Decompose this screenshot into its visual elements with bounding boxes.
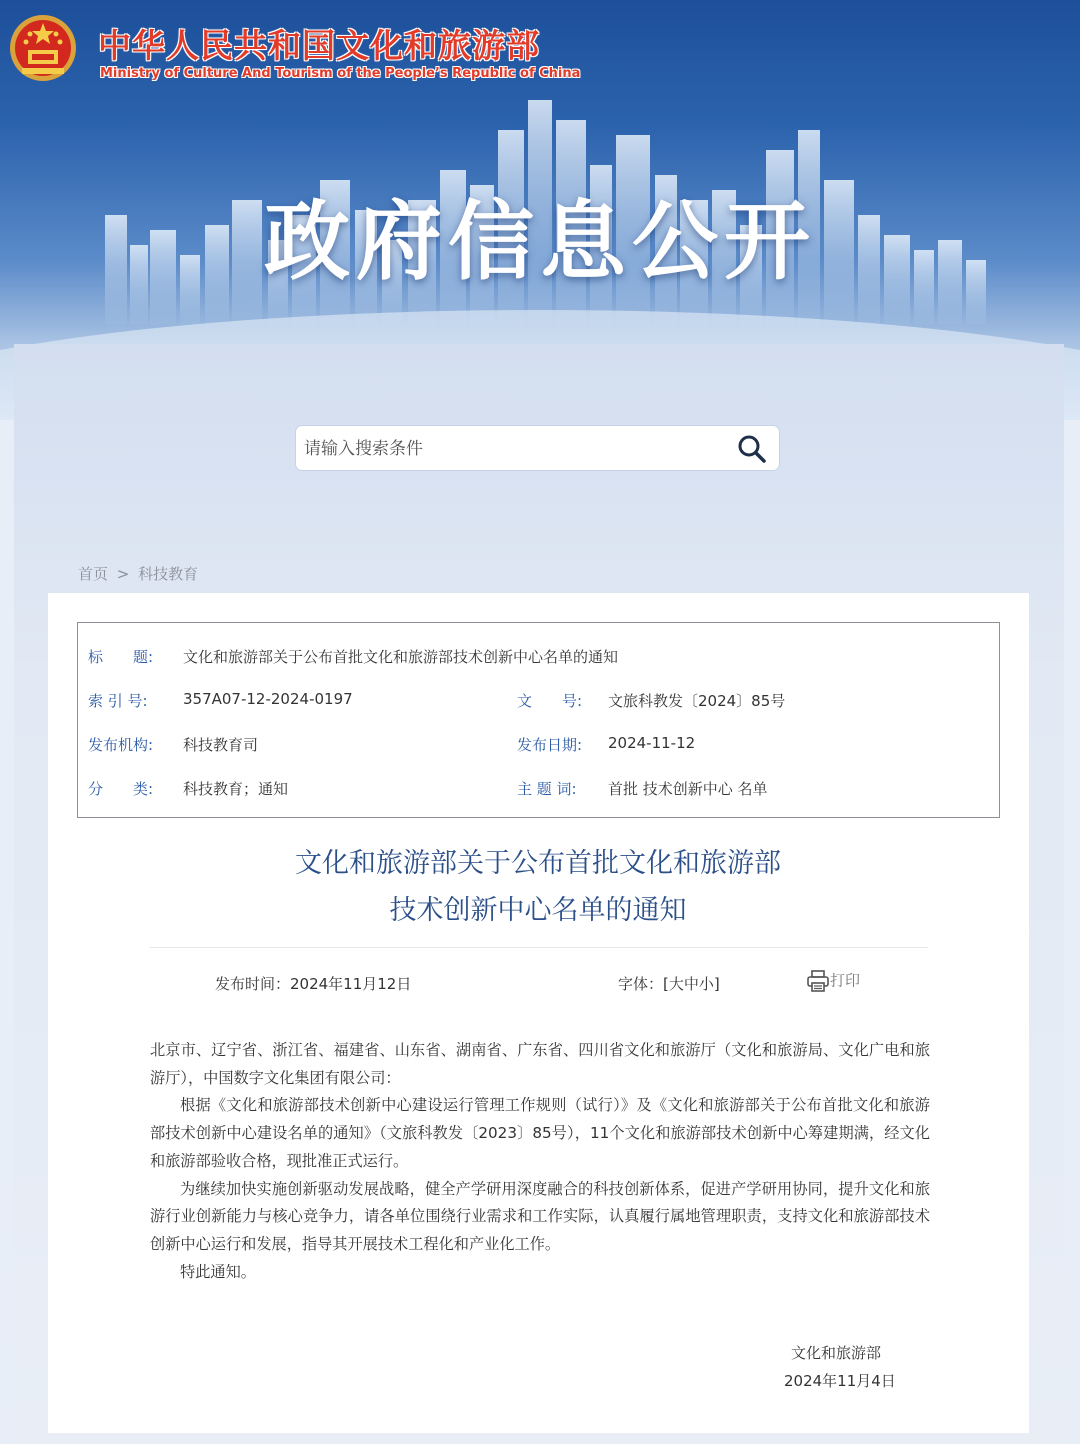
meta-docno-label: 文 号: <box>517 692 583 710</box>
meta-issuer-value: 科技教育司 <box>183 736 259 754</box>
meta-title-label: 标 题: <box>88 648 154 666</box>
article-paragraph: 根据《文化和旅游部技术创新中心建设运行管理工作规则（试行）》及《文化和旅游部关于公布首批文化和旅游部技术创新中心建设名单的通知》（文旅科教发〔2023〕85号），11个文化和旅游部技术创新中心筹建期满，经文化和旅游部验收合格，现批准正式运行。 <box>150 1096 930 1170</box>
search-icon[interactable] <box>737 434 767 464</box>
ministry-name-cn: 中华人民共和国文化和旅游部 <box>98 26 540 65</box>
meta-index-value: 357A07-12-2024-0197 <box>183 690 353 708</box>
meta-issuer-label: 发布机构: <box>88 736 154 754</box>
printer-icon <box>806 969 830 993</box>
article-body <box>150 1037 930 1286</box>
meta-index-label: 索 引 号: <box>88 692 148 710</box>
breadcrumb-separator: > <box>116 565 130 583</box>
article-title-line1: 文化和旅游部关于公布首批文化和旅游部 <box>295 848 781 879</box>
meta-keywords-label: 主 题 词: <box>517 780 577 798</box>
print-label: 打印 <box>830 971 861 990</box>
article-title <box>148 840 928 934</box>
meta-keywords-value: 首批 技术创新中心 名单 <box>608 780 768 798</box>
document-metadata-table <box>77 622 1000 818</box>
meta-date-value: 2024-11-12 <box>608 734 696 752</box>
ministry-name-en: Ministry of Culture And Tourism of the People’s Republic of China <box>100 66 581 81</box>
meta-docno-value: 文旅科教发〔2024〕85号 <box>608 692 786 710</box>
article-paragraph: 为继续加快实施创新驱动发展战略，健全产学研用深度融合的科技创新体系，促进产学研用协同，提升文化和旅游行业创新能力与核心竞争力，请各单位围绕行业需求和工作实际，认真履行属地管理职责，支持文化和旅游部技术创新中心运行和发展，指导其开展技术工程化和产业化工作。 <box>150 1179 930 1253</box>
publish-time: 发布时间：2024年11月12日 <box>215 975 412 993</box>
article-paragraph-closing: 特此通知。 <box>180 1262 256 1281</box>
title-divider <box>150 947 928 948</box>
breadcrumb-current[interactable]: 科技教育 <box>138 565 199 583</box>
meta-date-label: 发布日期: <box>517 736 583 754</box>
article-paragraph-salutation: 北京市、辽宁省、浙江省、福建省、山东省、湖南省、广东省、四川省文化和旅游厅（文化和旅游局、文化广电和旅游厅），中国数字文化集团有限公司： <box>150 1041 930 1087</box>
meta-category-label: 分 类: <box>88 780 154 798</box>
print-button[interactable] <box>806 969 860 993</box>
meta-title-value: 文化和旅游部关于公布首批文化和旅游部技术创新中心名单的通知 <box>183 648 619 666</box>
breadcrumb <box>78 563 202 584</box>
font-size-selector[interactable]: 字体：[大中小] <box>618 975 720 993</box>
banner-title: 政府信息公开 <box>264 192 816 292</box>
signature-organization: 文化和旅游部 <box>791 1344 882 1362</box>
search-box <box>295 425 780 471</box>
search-input[interactable] <box>302 426 726 472</box>
breadcrumb-home[interactable]: 首页 <box>78 565 109 583</box>
article-title-line2: 技术创新中心名单的通知 <box>389 895 687 926</box>
meta-category-value: 科技教育；通知 <box>183 780 289 798</box>
signature-date: 2024年11月4日 <box>784 1372 896 1390</box>
national-emblem-icon <box>8 12 78 86</box>
